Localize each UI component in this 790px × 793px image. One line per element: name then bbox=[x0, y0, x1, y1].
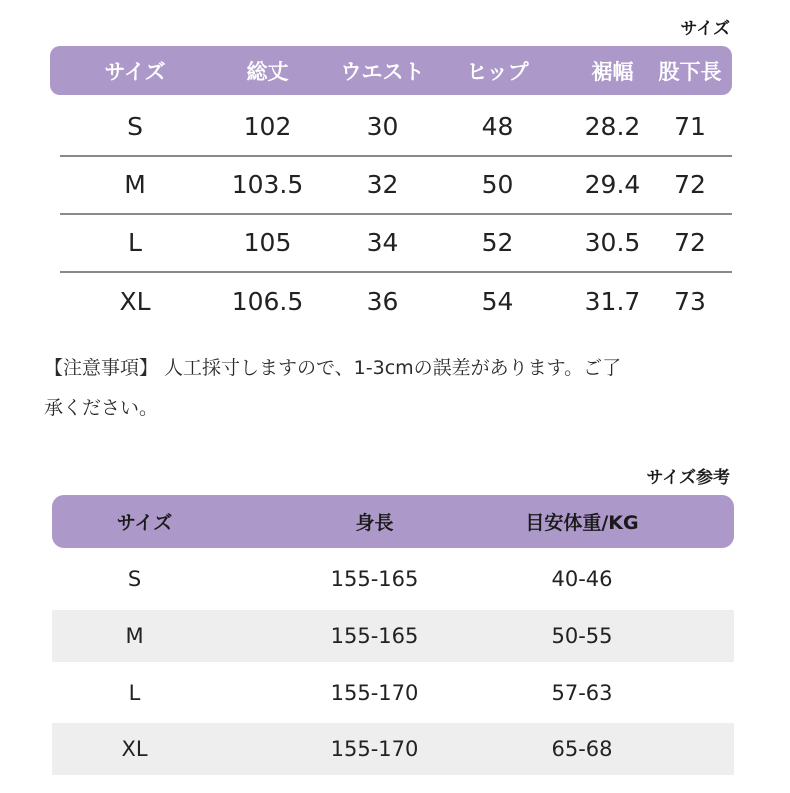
cell-hem-width: 28.2 bbox=[584, 112, 641, 141]
cell-hip: 54 bbox=[481, 287, 514, 316]
reference-table-caption: サイズ参考 bbox=[646, 468, 730, 488]
cell-inseam: 73 bbox=[674, 287, 706, 316]
note-line-2: 承ください。 bbox=[44, 397, 159, 419]
cell-weight: 65-68 bbox=[551, 737, 613, 761]
cell-hip: 52 bbox=[481, 228, 514, 257]
cell-total-length: 105 bbox=[243, 228, 292, 257]
cell-total-length: 102 bbox=[243, 112, 292, 141]
cell-size: M bbox=[124, 170, 146, 199]
header-total-length: 総丈 bbox=[246, 59, 289, 84]
header-size: サイズ bbox=[116, 512, 173, 534]
note-line-1: 【注意事項】 人工採寸しますので、1-3cmの誤差があります。ご了 bbox=[44, 357, 622, 379]
cell-size: L bbox=[128, 681, 141, 705]
header-inseam: 股下長 bbox=[658, 59, 722, 84]
header-hem-width: 裾幅 bbox=[591, 59, 634, 84]
cell-inseam: 71 bbox=[674, 112, 706, 141]
header-size: サイズ bbox=[104, 59, 166, 84]
header-hip: ヒップ bbox=[466, 59, 529, 84]
header-weight: 目安体重/KG bbox=[525, 512, 639, 534]
table-row bbox=[52, 723, 734, 775]
cell-waist: 30 bbox=[366, 112, 399, 141]
table-row bbox=[52, 610, 734, 662]
cell-height: 155-165 bbox=[330, 567, 419, 591]
header-waist: ウエスト bbox=[340, 59, 425, 84]
header-height: 身長 bbox=[355, 512, 394, 534]
cell-weight: 50-55 bbox=[551, 624, 613, 648]
cell-size: XL bbox=[119, 287, 151, 316]
cell-height: 155-165 bbox=[330, 624, 419, 648]
cell-size: XL bbox=[121, 737, 148, 761]
cell-size: S bbox=[127, 567, 142, 591]
cell-size: S bbox=[127, 112, 143, 141]
table-row bbox=[60, 98, 732, 157]
cell-weight: 57-63 bbox=[551, 681, 613, 705]
cell-hem-width: 31.7 bbox=[584, 287, 641, 316]
table-row bbox=[60, 214, 732, 273]
table-row bbox=[60, 273, 732, 330]
cell-total-length: 106.5 bbox=[231, 287, 304, 316]
cell-hip: 48 bbox=[481, 112, 514, 141]
reference-table-header bbox=[52, 495, 734, 548]
cell-weight: 40-46 bbox=[551, 567, 613, 591]
cell-hem-width: 29.4 bbox=[584, 170, 641, 199]
cell-height: 155-170 bbox=[330, 737, 419, 761]
cell-height: 155-170 bbox=[330, 681, 419, 705]
size-table-caption: サイズ bbox=[680, 19, 730, 39]
cell-waist: 36 bbox=[366, 287, 399, 316]
size-table-header bbox=[50, 46, 732, 95]
cell-size: M bbox=[125, 624, 144, 648]
cell-size: L bbox=[128, 228, 142, 257]
table-row bbox=[52, 667, 734, 719]
cell-waist: 34 bbox=[366, 228, 399, 257]
table-row bbox=[60, 156, 732, 215]
cell-waist: 32 bbox=[366, 170, 399, 199]
cell-total-length: 103.5 bbox=[231, 170, 304, 199]
cell-inseam: 72 bbox=[674, 170, 706, 199]
measurement-note bbox=[44, 348, 734, 428]
cell-hip: 50 bbox=[481, 170, 514, 199]
table-row bbox=[52, 553, 734, 605]
cell-inseam: 72 bbox=[674, 228, 706, 257]
cell-hem-width: 30.5 bbox=[584, 228, 641, 257]
